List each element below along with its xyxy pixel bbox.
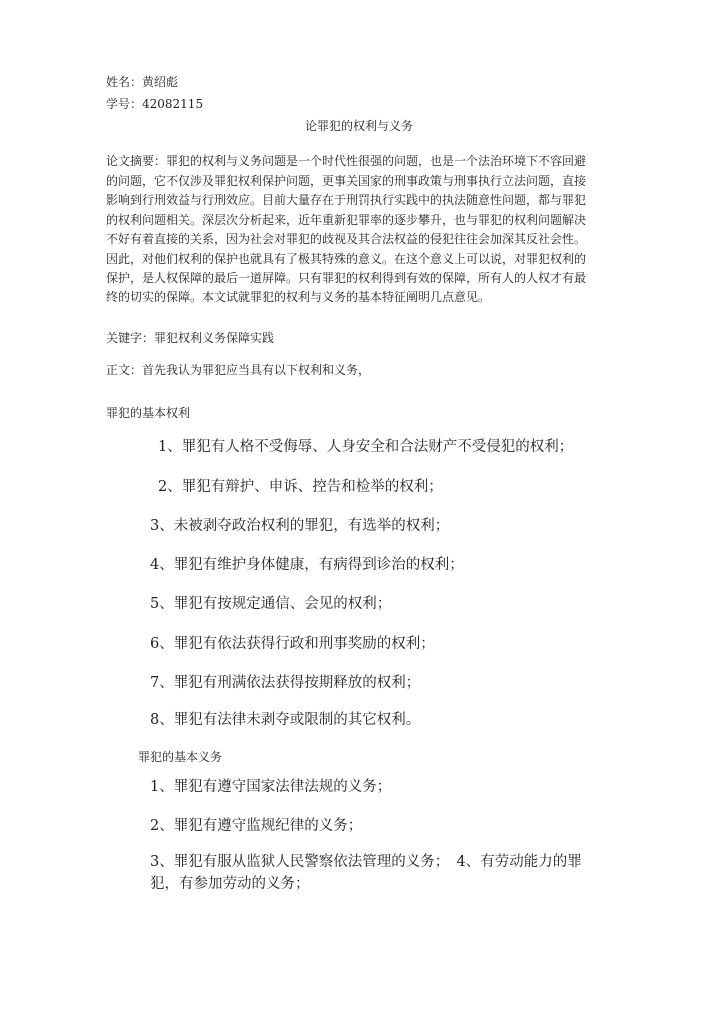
body-intro: 正文：首先我认为罪犯应当具有以下权利和义务，: [106, 363, 371, 377]
duties-heading: 罪犯的基本义务: [138, 750, 223, 764]
right-item: 2、罪犯有辩护、申诉、控告和检举的权利；: [158, 479, 443, 495]
abstract-line: 论文摘要：罪犯的权利与义务问题是一个时代性很强的问题，也是一个法治环境下不容回避: [106, 154, 587, 168]
right-item: 8、罪犯有法律未剥夺或限制的其它权利。: [150, 712, 421, 728]
right-item: 7、罪犯有刑满依法获得按期释放的权利；: [150, 675, 421, 691]
right-item: 5、罪犯有按规定通信、会见的权利；: [150, 596, 392, 612]
student-id: 学号：42082115: [106, 97, 204, 111]
author-name: 姓名：黄绍彪: [106, 75, 179, 89]
abstract-line: 保护，是人权保障的最后一道屏障。只有罪犯的权利得到有效的保障，所有人的人权才有最: [106, 271, 587, 285]
right-item: 3、未被剥夺政治权利的罪犯，有选举的权利；: [150, 518, 450, 534]
duty-item: 犯，有参加劳动的义务；: [150, 876, 310, 892]
duty-item: 1、罪犯有遵守国家法律法规的义务；: [150, 779, 392, 795]
document-title: 论罪犯的权利与义务: [305, 119, 414, 133]
abstract-line: 影响到行刑效益与行刑效应。目前大量存在于刑罚执行实践中的执法随意性问题，都与罪犯: [106, 193, 587, 207]
keywords: 关键字：罪犯权利义务保障实践: [106, 331, 275, 345]
rights-heading: 罪犯的基本权利: [106, 406, 191, 420]
duty-item: 2、罪犯有遵守监规纪律的义务；: [150, 818, 363, 834]
right-item: 6、罪犯有依法获得行政和刑事奖励的权利；: [150, 636, 435, 652]
abstract-line: 终的切实的保障。本文试就罪犯的权利与义务的基本特征阐明几点意见。: [106, 290, 491, 304]
abstract-line: 的权利问题相关。深层次分析起来，近年重新犯罪率的逐步攀升，也与罪犯的权利问题解决: [106, 213, 587, 227]
duty-item: 3、罪犯有服从监狱人民警察依法管理的义务； 4、有劳动能力的罪: [150, 854, 582, 870]
abstract-line: 不好有着直接的关系，因为社会对罪犯的歧视及其合法权益的侵犯往往会加深其反社会性。: [106, 232, 587, 246]
right-item: 1、罪犯有人格不受侮辱、人身安全和合法财产不受侵犯的权利；: [158, 439, 574, 455]
abstract-line: 因此，对他们权利的保护也就具有了极其特殊的意义。在这个意义上可以说，对罪犯权利的: [106, 252, 587, 266]
abstract-line: 的问题，它不仅涉及罪犯权利保护问题，更事关国家的刑事政策与刑事执行立法问题，直接: [106, 174, 587, 188]
right-item: 4、罪犯有维护身体健康，有病得到诊治的权利；: [150, 557, 464, 573]
